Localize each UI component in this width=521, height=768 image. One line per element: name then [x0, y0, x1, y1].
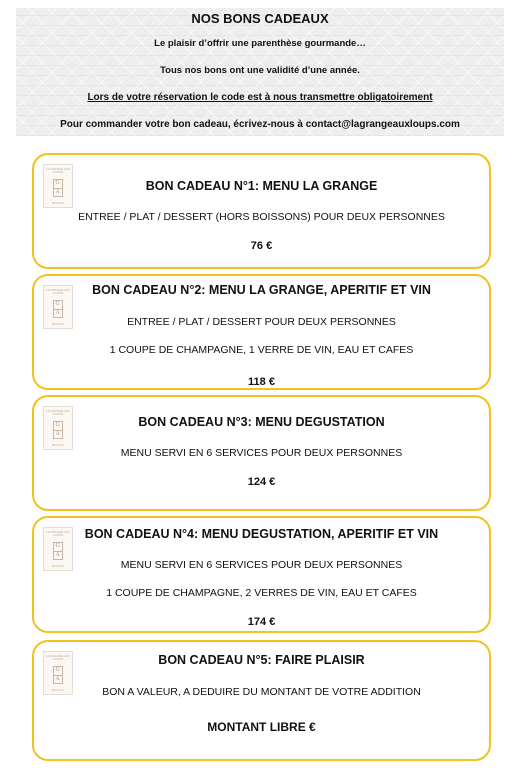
page-title: NOS BONS CADEAUX	[191, 11, 329, 26]
card-price: 124 €	[247, 476, 276, 488]
order-instructions[interactable]: Pour commander votre bon cadeau, écrivez-nous à contact@lagrangeauxloups.com	[60, 119, 460, 130]
logo-bottom-text: BRASSAC	[52, 323, 64, 326]
card-description: BON A VALEUR, A DEDUIRE DU MONTANT DE VOTRE ADDITION	[102, 686, 421, 698]
logo-letter-g: G	[55, 301, 60, 307]
card-title: BON CADEAU N°4: MENU DEGUSTATION, APERITIF ET VIN	[84, 527, 439, 541]
validity-note: Tous nos bons ont une validité d’une année.	[160, 65, 360, 76]
logo-top-text: LA GRANGE AUX LOUPS	[45, 167, 71, 175]
logo-letter-a: A	[55, 676, 60, 682]
logo-bottom-text: BRASSAC	[52, 202, 64, 205]
gift-card-3	[32, 395, 491, 511]
logo-bottom-text: BRASSAC	[52, 689, 64, 692]
logo-top-text: LA GRANGE AUX LOUPS	[45, 530, 71, 538]
card-price: 174 €	[247, 616, 276, 628]
logo-letter-g: G	[55, 180, 60, 186]
tagline: Le plaisir d’offrir une parenthèse gourmande…	[154, 38, 366, 49]
card-description: MENU SERVI EN 6 SERVICES POUR DEUX PERSONNES	[120, 559, 403, 571]
logo-letter-g: G	[55, 667, 60, 673]
card-extras: 1 COUPE DE CHAMPAGNE, 1 VERRE DE VIN, EAU ET CAFES	[109, 344, 414, 356]
card-title: BON CADEAU N°5: FAIRE PLAISIR	[158, 653, 365, 667]
card-price: MONTANT LIBRE €	[207, 720, 316, 734]
logo-letter-a: A	[55, 310, 60, 316]
logo-bottom-text: BRASSAC	[52, 565, 64, 568]
card-description: ENTREE / PLAT / DESSERT POUR DEUX PERSONNES	[127, 316, 396, 328]
card-price: 118 €	[248, 376, 275, 388]
reservation-code-note: Lors de votre réservation le code est à nous transmettre obligatoirement	[87, 92, 433, 103]
logo-mark-icon	[53, 542, 63, 560]
logo-letter-a: A	[55, 552, 60, 558]
card-extras: 1 COUPE DE CHAMPAGNE, 2 VERRES DE VIN, EAU ET CAFES	[106, 587, 417, 599]
logo-top-text: LA GRANGE AUX LOUPS	[45, 288, 71, 296]
logo-bottom-text: BRASSAC	[52, 444, 64, 447]
logo-mark-icon	[53, 666, 63, 684]
card-title: BON CADEAU N°2: MENU LA GRANGE, APERITIF ET VIN	[92, 283, 431, 297]
gift-card-5	[32, 640, 491, 761]
gift-card-1	[32, 153, 491, 269]
card-price: 76 €	[250, 240, 273, 252]
card-title: BON CADEAU N°1: MENU LA GRANGE	[145, 179, 378, 193]
logo-letter-g: G	[55, 543, 60, 549]
logo-letter-g: G	[55, 422, 60, 428]
card-description: MENU SERVI EN 6 SERVICES POUR DEUX PERSONNES	[120, 447, 403, 459]
logo-top-text: LA GRANGE AUX LOUPS	[45, 409, 71, 417]
gift-voucher-header	[16, 8, 504, 136]
logo-letter-a: A	[55, 189, 60, 195]
logo-top-text: LA GRANGE AUX LOUPS	[45, 654, 71, 662]
logo-letter-a: A	[55, 431, 60, 437]
gift-card-4	[32, 516, 491, 633]
gift-card-2	[32, 274, 491, 390]
card-title: BON CADEAU N°3: MENU DEGUSTATION	[138, 415, 385, 429]
card-description: ENTREE / PLAT / DESSERT (HORS BOISSONS) POUR DEUX PERSONNES	[78, 211, 445, 223]
